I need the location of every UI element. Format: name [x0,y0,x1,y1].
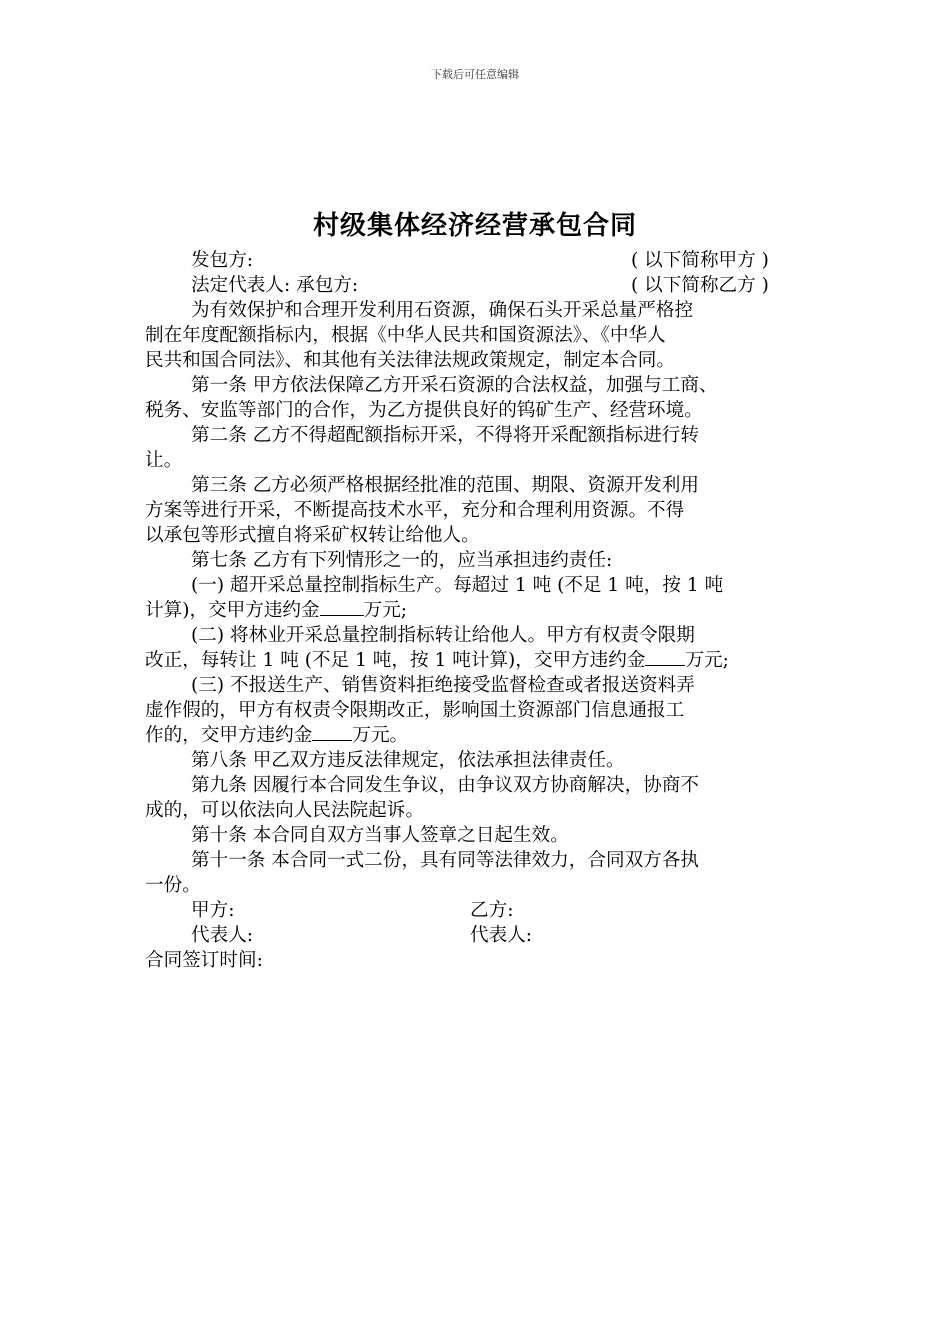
penalty-blank-1 [320,598,364,616]
party-a-rep-label: 代表人: [191,925,254,946]
penalty-blank-2 [645,648,685,666]
article-8: 第八条 甲乙双方违反法律规定，依法承担法律责任。 [191,750,625,771]
contract-body [145,248,808,973]
article-3: 方案等进行开采，不断提高技术水平，充分和合理利用资源。不得 [145,500,685,521]
item-3-unit: 万元。 [352,725,409,746]
party-b-sign-label: 乙方: [470,900,514,921]
article-2: 让。 [145,450,183,471]
item-1: (一) 超开采总量控制指标生产。每超过 1 吨 (不足 1 吨，按 1 吨 [191,575,724,596]
intro-line: 民共和国合同法》、和其他有关法律法规政策规定，制定本合同。 [145,350,675,371]
article-3: 以承包等形式擅自将采矿权转让给他人。 [145,525,480,546]
party-a-line [145,248,808,273]
party-a-sign-label: 甲方: [191,900,235,921]
signature-row [145,898,808,923]
document-title: 村级集体经济经营承包合同 [312,211,637,241]
item-2-unit: 万元; [685,650,729,671]
party-b-note: ( 以下简称乙方 ) [631,275,769,296]
signing-date-label: 合同签订时间: [145,950,263,971]
article-3: 第三条 乙方必须严格根据经批准的范围、期限、资源开发利用 [191,475,699,496]
representative-row [145,923,808,948]
item-3: (三) 不报送生产、销售资料拒绝接受监督检查或者报送资料弄 [191,675,695,696]
article-9: 第九条 因履行本合同发生争议，由争议双方协商解决，协商不 [191,775,699,796]
party-a-label: 发包方: [191,250,254,271]
item-3: 虚作假的，甲方有权责令限期改正，影响国土资源部门信息通报工 [145,700,685,721]
article-1: 税务、安监等部门的合作，为乙方提供良好的钨矿生产、经营环境。 [145,400,703,421]
article-10: 第十条 本合同自双方当事人签章之日起生效。 [191,825,569,846]
item-2: (二) 将林业开采总量控制指标转让给他人。甲方有权责令限期 [191,625,695,646]
item-3 [145,723,808,748]
penalty-blank-3 [312,723,352,741]
item-1-text: 计算)，交甲方违约金 [145,600,320,621]
item-3-text: 作的，交甲方违约金 [145,725,313,746]
article-1: 第一条 甲方依法保障乙方开采石资源的合法权益，加强与工商、 [191,375,718,396]
legal-rep-label: 法定代表人: 承包方: [191,275,359,296]
item-2-text: 改正，每转让 1 吨 (不足 1 吨，按 1 吨计算)，交甲方违约金 [145,650,646,671]
party-b-line [145,273,808,298]
article-9: 成的，可以依法向人民法院起诉。 [145,800,424,821]
party-a-note: ( 以下简称甲方 ) [631,250,769,271]
intro-line: 为有效保护和合理开发利用石资源，确保石头开采总量严格控 [191,300,694,321]
article-2: 第二条 乙方不得超配额指标开采，不得将开采配额指标进行转 [191,425,699,446]
intro-line: 制在年度配额指标内，根据《中华人民共和国资源法》、《中华人 [145,325,666,346]
item-2 [145,648,808,673]
item-1 [145,598,808,623]
article-7: 第七条 乙方有下列情形之一的，应当承担违约责任: [191,550,613,571]
article-11: 一份。 [145,875,201,896]
item-1-unit: 万元; [363,600,408,621]
party-b-rep-label: 代表人: [470,925,533,946]
article-11: 第十一条 本合同一式二份，具有同等法律效力，合同双方各执 [191,850,699,871]
page-header: 下载后可任意编辑 [431,68,519,81]
